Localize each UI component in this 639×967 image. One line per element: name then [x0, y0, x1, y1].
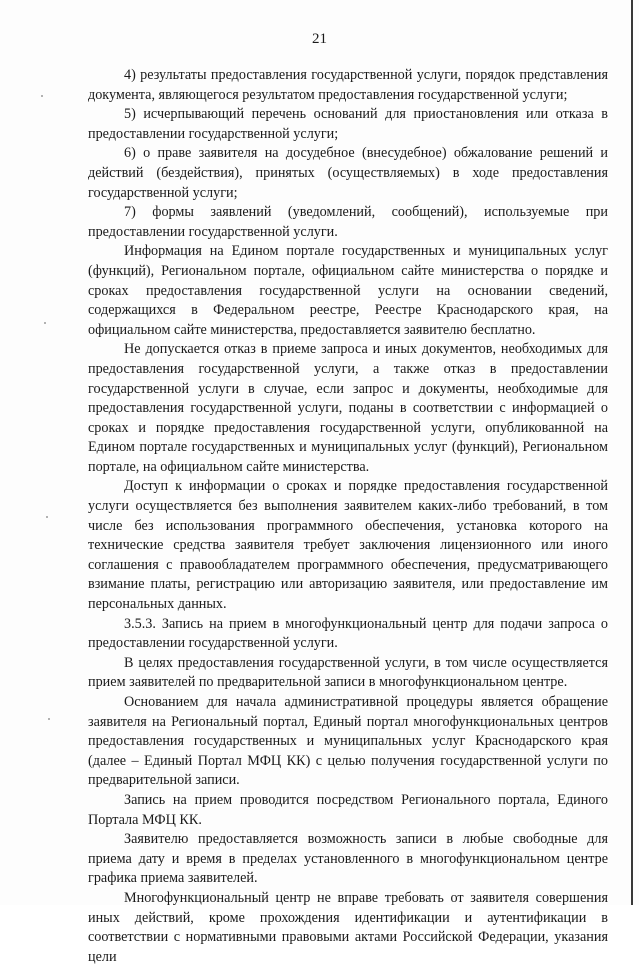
paragraph-no-refusal: Не допускается отказ в приеме запроса и иных документов, необходимых для предоставления государственной услуги, а также отказ в предоставлении государственной услуги в случае, если запрос и документы, необходимые для предоставления государственной услуги, поданы в соответствии с информацией о сроках и порядке предоставления государственной услуги, опубликованной на Едином портале государственных и муниципальных услуг (функций), Региональном портале, на официальном сайте министерства. [88, 341, 608, 475]
paragraph-item-7: 7) формы заявлений (уведомлений, сообщений), используемые при предоставлении государственной услуги. [88, 204, 608, 240]
paragraph-mfc-restrictions: Многофункциональный центр не вправе требовать от заявителя совершения иных действий, кроме прохождения идентификации и аутентификации в соответствии с нормативными правовыми актами Российской Федерации, указания цели [88, 889, 608, 965]
paragraph-time-choice: Заявителю предоставляется возможность записи в любые свободные для приема дату и время в пределах установленного в многофункциональном центре графика приема заявителей. [88, 831, 608, 887]
paragraph-appointment-goal: В целях предоставления государственной услуги, в том числе осуществляется прием заявителей по предварительной записи в многофункциональном центре. [88, 654, 608, 691]
scan-speck [44, 322, 46, 324]
paragraph-appointment-channels: Запись на прием проводится посредством Регионального портала, Единого Портала МФЦ КК. [88, 791, 608, 828]
paragraph-item-5: 5) исчерпывающий перечень оснований для приостановления или отказа в предоставлении государственной услуги; [88, 106, 608, 142]
paragraph-item-6: 6) о праве заявителя на досудебное (внесудебное) обжалование решений и действий (бездействия), принятых (осуществляемых) в ходе предоставления государственной услуги; [88, 145, 608, 201]
scan-speck [41, 95, 43, 97]
page-number: 21 [312, 31, 327, 47]
document-body [88, 66, 608, 967]
page-edge-shadow [631, 0, 633, 905]
scan-speck [46, 516, 48, 518]
paragraph-section-3-5-3: 3.5.3. Запись на прием в многофункциональный центр для подачи запроса о предоставлении государственной услуги. [88, 615, 608, 652]
paragraph-procedure-basis: Основанием для начала административной процедуры является обращение заявителя на Региональный портал, Единый портал многофункциональных центров предоставления государственных и муниципальных услуг Краснодарского края (далее – Единый Портал МФЦ КК) с целью получения государственной услуги по предварительной записи. [88, 694, 608, 789]
paragraph-access: Доступ к информации о сроках и порядке предоставления государственной услуги осуществляется без выполнения заявителем каких-либо требований, в том числе без использования программного обеспечения, установка которого на технические средства заявителя требует заключения лицензионного или иного соглашения с правообладателем программного обеспечения, предусматривающего взимание платы, регистрацию или авторизацию заявителя, или предоставление им персональных данных. [88, 478, 608, 613]
paragraph-item-4: 4) результаты предоставления государственной услуги, порядок представления документа, являющегося результатом предоставления государственной услуги; [88, 67, 608, 103]
scan-speck [48, 718, 50, 720]
paragraph-info-free: Информация на Едином портале государственных и муниципальных услуг (функций), Региональном портале, официальном сайте министерства о порядке и сроках предоставления государственной услуги на основании сведений, содержащихся в Федеральном реестре, Реестре Краснодарского края, на официальном сайте министерства, предоставляется заявителю бесплатно. [88, 243, 608, 338]
